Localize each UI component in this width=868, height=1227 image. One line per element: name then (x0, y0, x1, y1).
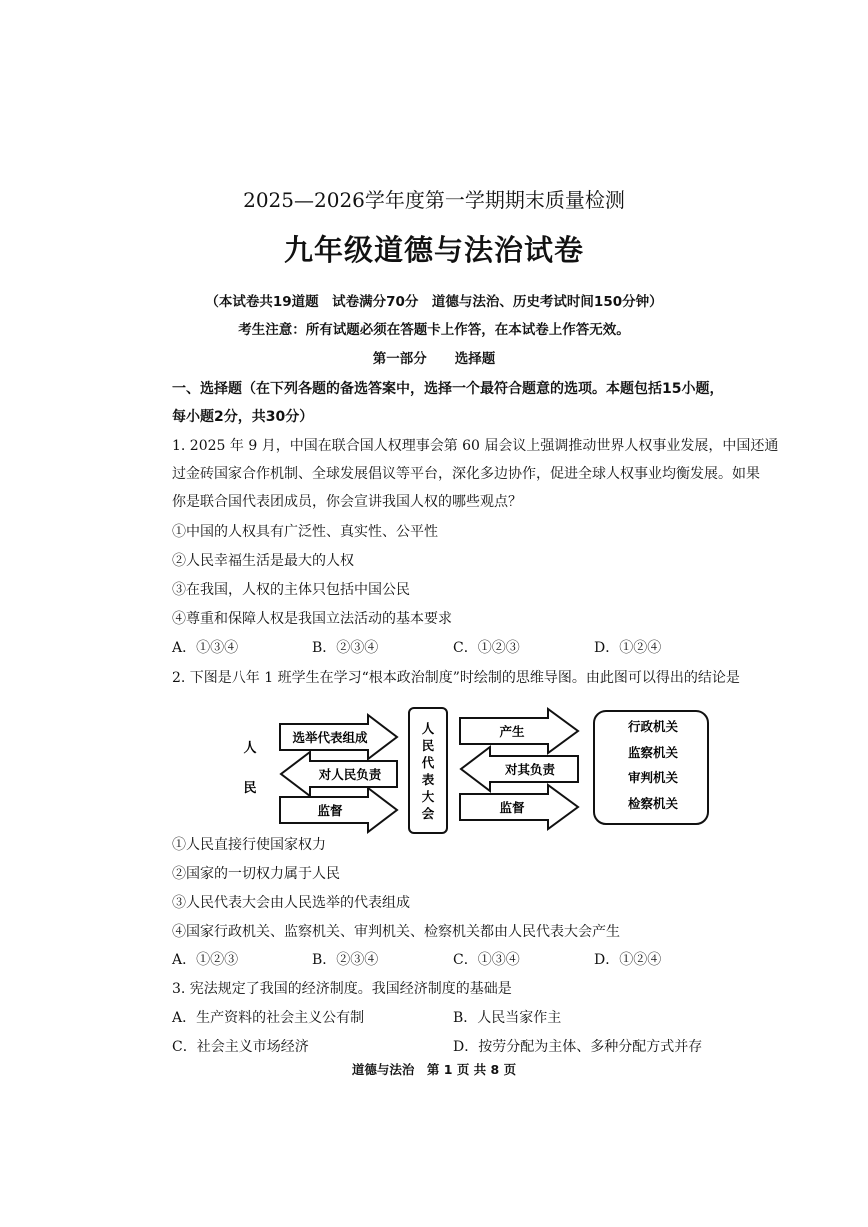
q2-stem-line1: 2. 下图是八年 1 班学生在学习“根本政治制度”时绘制的思维导图。由此图可以得出的结论是 (172, 670, 740, 686)
people-char-2: 民 (243, 781, 257, 796)
q3-stem-line1: 3. 宪法规定了我国的经济制度。我国经济制度的基础是 (172, 981, 512, 997)
right-arrow-produce-label: 产生 (499, 724, 525, 739)
part-name: 选择题 (454, 351, 496, 367)
exam-info: （本试卷共19道题 试卷满分70分 道德与法治、历史考试时间150分钟） (205, 294, 663, 310)
organ-supervisory: 监察机关 (627, 745, 679, 760)
people-char-1: 人 (243, 741, 257, 756)
q3-option-d: D．按劳分配为主体、多种分配方式并存 (453, 1039, 703, 1055)
q2-option-d: D．①②④ (594, 952, 662, 968)
q1-option-a: A．①③④ (172, 640, 239, 656)
npc-char-1: 人 (421, 721, 435, 736)
organ-procuratorial: 检察机关 (627, 796, 679, 811)
npc-char-5: 大 (421, 789, 435, 804)
organ-judicial: 审判机关 (627, 770, 679, 785)
npc-char-3: 代 (421, 755, 435, 770)
npc-char-4: 表 (421, 772, 435, 787)
subject-title: 九年级道德与法治试卷 (283, 233, 584, 267)
q1-option-d: D．①②④ (594, 640, 662, 656)
q1-option-b: B．②③④ (312, 640, 379, 656)
right-arrow-supervise-label: 监督 (499, 800, 525, 815)
q1-stem-line2: 过金砖国家合作机制、全球发展倡议等平台，深化多边协作，促进全球人权事业均衡发展。如果 (172, 466, 760, 482)
left-arrow-supervise-label: 监督 (317, 803, 343, 818)
exam-notice: 考生注意：所有试题必须在答题卡上作答，在本试卷上作答无效。 (238, 322, 630, 338)
q2-statement-3: ③人民代表大会由人民选举的代表组成 (172, 895, 410, 911)
organ-administrative: 行政机关 (627, 719, 679, 734)
q1-statement-4: ④尊重和保障人权是我国立法活动的基本要求 (172, 611, 452, 627)
q1-stem-line1: 1. 2025 年 9 月，中国在联合国人权理事会第 60 届会议上强调推动世界人权事业发展，中国还通 (172, 438, 779, 454)
npc-char-2: 民 (421, 738, 435, 753)
q2-option-c: C．①③④ (453, 952, 520, 968)
right-arrow-responsible-label: 对其负责 (504, 762, 556, 777)
q1-statement-2: ②人民幸福生活是最大的人权 (172, 553, 354, 569)
exam-title: 2025—2026学年度第一学期期末质量检测 (243, 188, 625, 212)
npc-char-6: 会 (421, 806, 435, 821)
q1-stem-line3: 你是联合国代表团成员，你会宣讲我国人权的哪些观点？ (172, 494, 522, 510)
q3-option-b: B．人民当家作主 (453, 1010, 562, 1026)
left-arrow-elect-label: 选举代表组成 (292, 730, 368, 745)
section-heading-line2: 每小题2分，共30分） (172, 409, 314, 425)
q3-option-a: A．生产资料的社会主义公有制 (172, 1010, 365, 1026)
q2-option-b: B．②③④ (312, 952, 379, 968)
left-arrow-responsible-label: 对人民负责 (318, 767, 382, 782)
q2-option-a: A．①②③ (172, 952, 239, 968)
q2-statement-4: ④国家行政机关、监察机关、审判机关、检察机关都由人民代表大会产生 (172, 924, 620, 940)
q1-statement-3: ③在我国，人权的主体只包括中国公民 (172, 582, 410, 598)
q2-statement-1: ①人民直接行使国家权力 (172, 837, 326, 853)
q3-option-c: C．社会主义市场经济 (172, 1039, 309, 1055)
page-footer: 道德与法治 第 1 页 共 8 页 (351, 1062, 517, 1077)
part-label: 第一部分 (372, 351, 427, 367)
q2-statement-2: ②国家的一切权力属于人民 (172, 866, 340, 882)
q1-statement-1: ①中国的人权具有广泛性、真实性、公平性 (172, 524, 438, 540)
section-heading-line1: 一、选择题（在下列各题的备选答案中，选择一个最符合题意的选项。本题包括15小题， (172, 381, 724, 397)
q1-option-c: C．①②③ (453, 640, 520, 656)
